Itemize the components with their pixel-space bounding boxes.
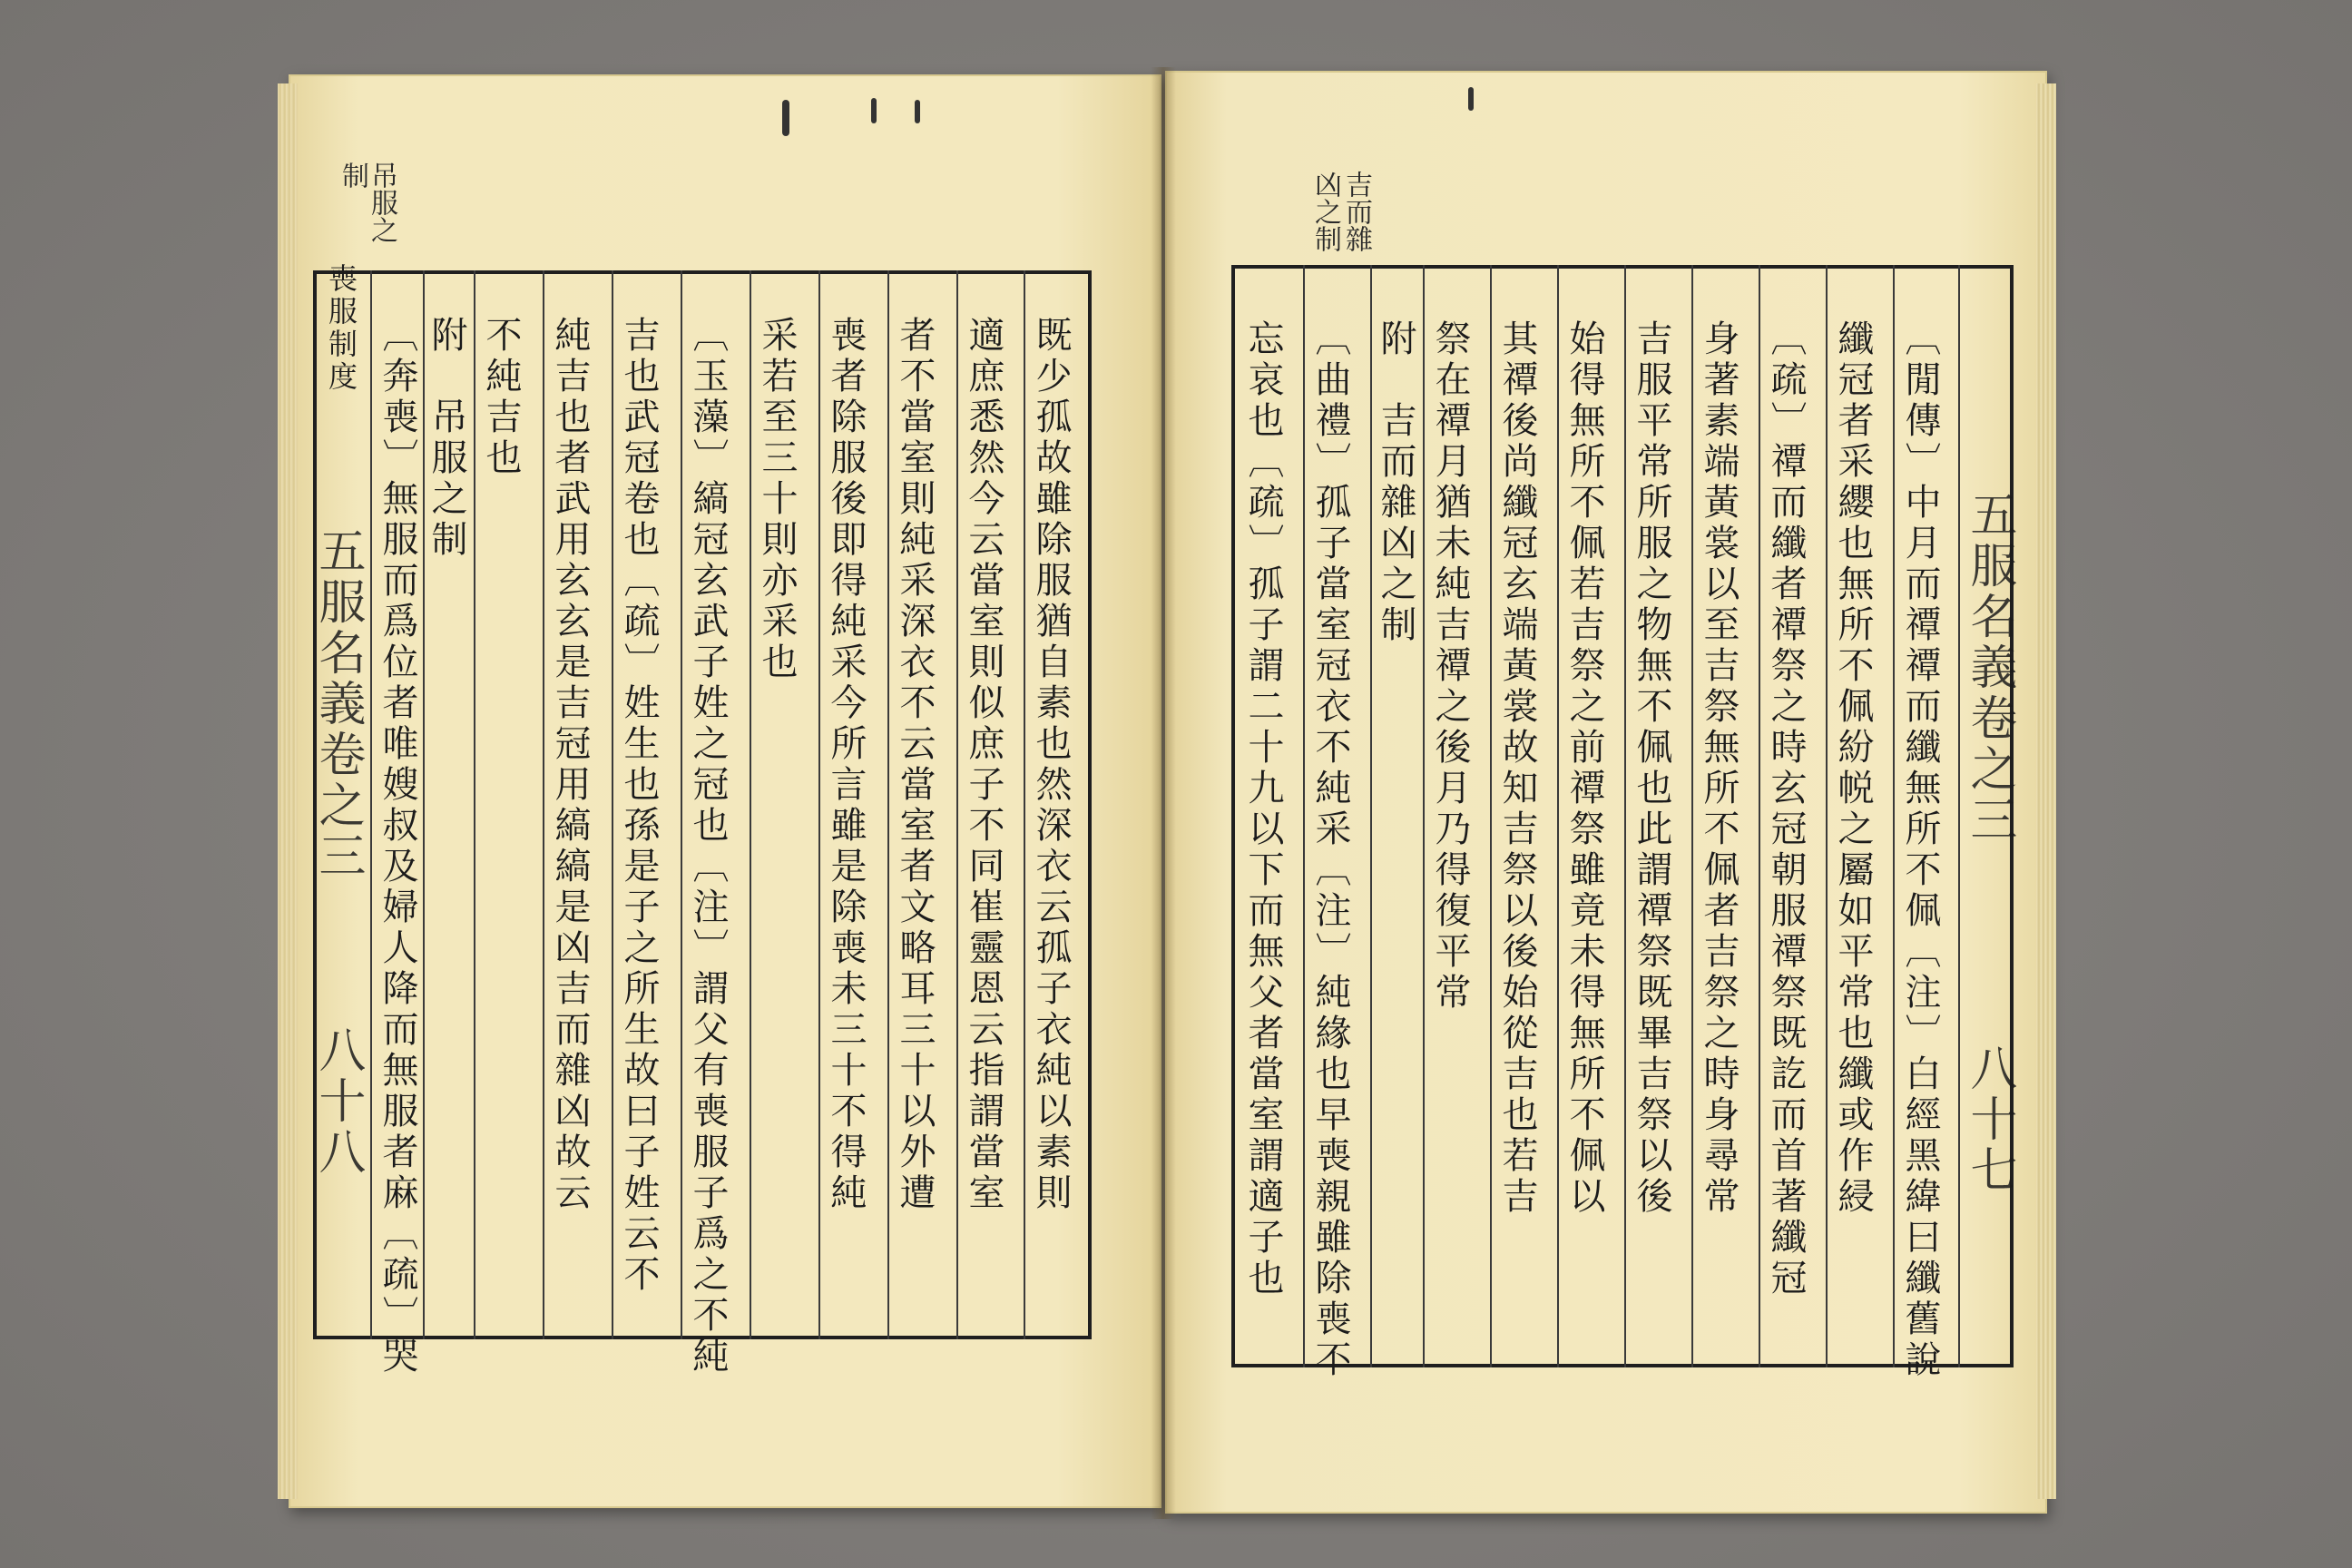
right-fold-rule: [1958, 265, 1960, 1367]
right-page-edge: [2036, 83, 2056, 1499]
right-text-column-10: 〔曲禮〕孤子當室冠衣不純采〔注〕純緣也早喪親雖除喪不: [1309, 319, 1351, 1381]
column-rule: [1490, 265, 1492, 1367]
binding-hole-mark: [871, 98, 877, 123]
left-text-column-8: 純吉也者武用玄玄是吉冠用縞縞是凶吉而雜凶故云: [549, 316, 591, 1214]
left-text-column-4: 喪者除服後即得純采今所言雖是除喪未三十不得純: [825, 316, 867, 1214]
column-rule: [681, 270, 682, 1339]
column-rule: [1826, 265, 1828, 1367]
left-text-column-5: 采若至三十則亦采也: [756, 316, 798, 683]
column-rule: [543, 270, 544, 1339]
column-rule: [1370, 265, 1372, 1367]
binding-hole-mark: [1468, 87, 1474, 111]
left-text-column-7: 吉也武冠卷也〔疏〕姓生也孫是子之所生故曰子姓云不: [618, 316, 660, 1296]
left-text-column-1: 既少孤故雖除服猶自素也然深衣云孤子衣純以素則: [1030, 316, 1072, 1214]
left-text-column-9: 不純吉也: [480, 316, 522, 479]
right-text-column-2: 纖冠者采纓也無所不佩紛帨之屬如平常也纖或作綅: [1832, 319, 1874, 1218]
column-rule: [612, 270, 613, 1339]
column-rule: [1759, 265, 1760, 1367]
left-text-column-11: 〔奔喪〕無服而爲位者唯嫂叔及婦人降而無服者麻〔疏〕哭: [377, 316, 418, 1377]
left-text-column-10: 附 吊服之制: [426, 316, 467, 561]
right-text-column-3: 〔疏〕禫而纖者禫祭之時玄冠朝服禫祭既訖而首著纖冠: [1765, 319, 1807, 1299]
binding-hole-mark: [782, 100, 789, 136]
right-margin-heading-1: 吉而雜: [1340, 171, 1372, 252]
left-fold-rule: [370, 270, 372, 1339]
column-rule: [1423, 265, 1425, 1367]
column-rule: [887, 270, 889, 1339]
right-text-column-7: 其禫後尚纖冠玄端黃裳故知吉祭以後始從吉也若吉: [1496, 319, 1538, 1218]
column-rule: [1691, 265, 1693, 1367]
column-rule: [1303, 265, 1305, 1367]
column-rule: [1557, 265, 1559, 1367]
left-fold-page: 八十八: [310, 1025, 365, 1178]
right-text-column-6: 始得無所不佩若吉祭之前禫祭雖竟未得無所不佩以: [1563, 319, 1605, 1218]
column-rule: [750, 270, 751, 1339]
right-fold-title: 五服名義卷之三: [1962, 490, 2016, 846]
column-rule: [1893, 265, 1895, 1367]
left-fold-title: 五服名義卷之三: [310, 526, 365, 882]
right-text-column-1: 〔閒傳〕中月而禫禫而纖無所不佩〔注〕白經黑緯曰纖舊說: [1899, 319, 1941, 1381]
column-rule: [474, 270, 475, 1339]
left-center-label: 喪服制度: [324, 263, 358, 394]
right-text-column-4: 身著素端黃裳以至吉祭無所不佩者吉祭之時身尋常: [1698, 319, 1740, 1218]
right-text-column-5: 吉服平常所服之物無不佩也此謂禫祭既畢吉祭以後: [1631, 319, 1672, 1218]
binding-hole-mark: [915, 100, 920, 123]
left-text-column-3: 者不當室則純采深衣不云當室者文略耳三十以外遭: [894, 316, 936, 1214]
column-rule: [818, 270, 820, 1339]
left-text-column-2: 適庶悉然今云當室則似庶子不同崔靈恩云指謂當室: [963, 316, 1004, 1214]
column-rule: [423, 270, 425, 1339]
column-rule: [1624, 265, 1626, 1367]
right-text-column-11: 忘哀也〔疏〕孤子謂二十九以下而無父者當室謂適子也: [1242, 319, 1284, 1299]
right-fold-page: 八十七: [1962, 1044, 2016, 1196]
column-rule: [1024, 270, 1025, 1339]
right-margin-heading-2: 凶之制: [1309, 171, 1341, 252]
right-text-column-9: 附 吉而雜凶之制: [1375, 319, 1416, 646]
left-text-column-6: 〔玉藻〕縞冠玄武子姓之冠也〔注〕謂父有喪服子爲之不純: [687, 316, 729, 1377]
left-margin-heading-1: 吊服之: [366, 162, 397, 243]
book-spine: [1151, 67, 1176, 1519]
right-text-column-8: 祭在禫月猶未純吉禫之後月乃得復平常: [1429, 319, 1471, 1014]
column-rule: [956, 270, 958, 1339]
left-page-edge: [278, 83, 298, 1499]
left-margin-heading-2: 制: [337, 162, 368, 189]
